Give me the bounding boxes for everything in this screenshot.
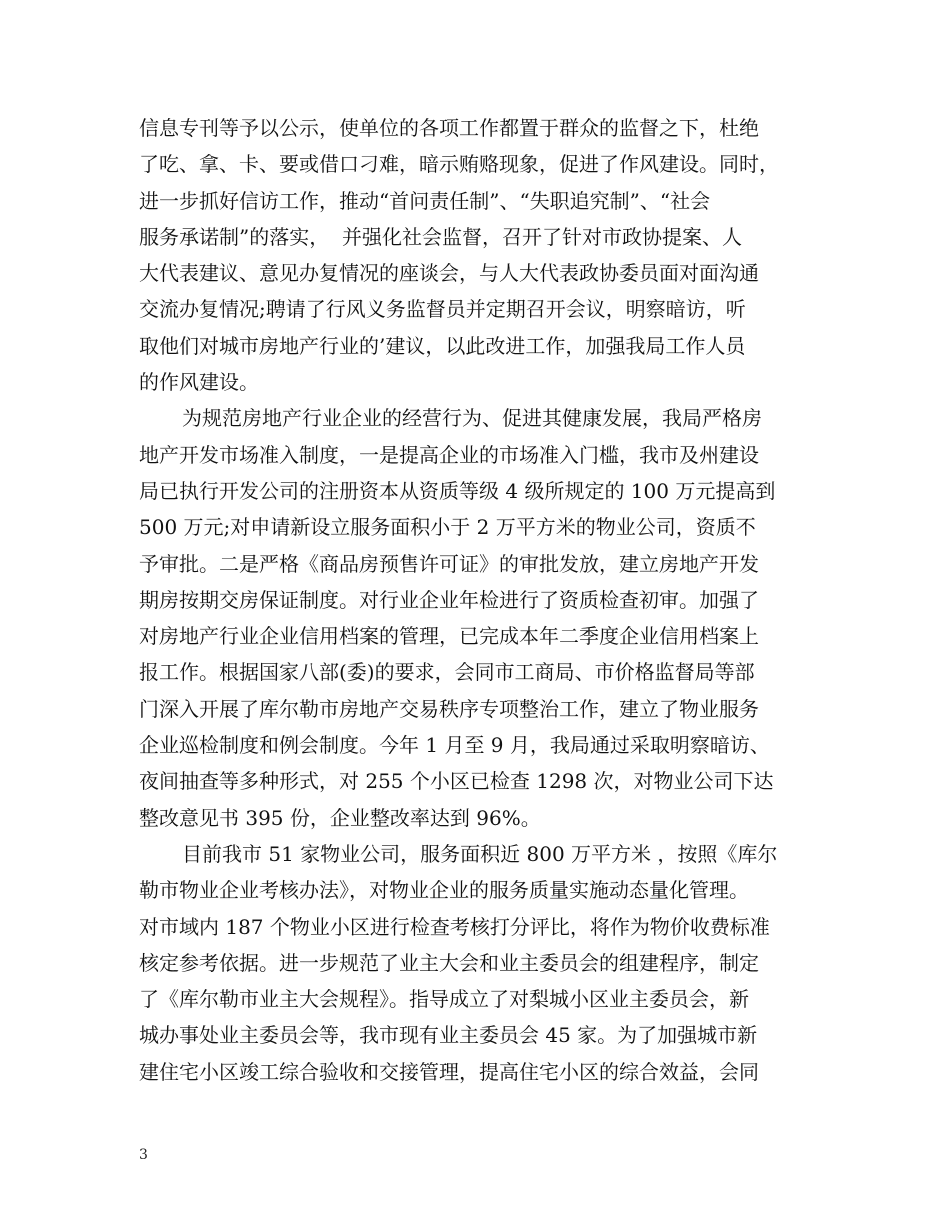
- paragraph-line: 门深入开展了库尔勒市房地产交易秩序专项整治工作，建立了物业服务: [139, 696, 759, 721]
- paragraph-line: 进一步抓好信访工作，推动“首问责任制”、“失职追究制”、“社会: [139, 188, 711, 213]
- paragraph-line: 为规范房地产行业企业的经营行为、促进其健康发展，我局严格房: [182, 406, 762, 431]
- paragraph-line: 信息专刊等予以公示，使单位的各项工作都置于群众的监督之下，杜绝: [139, 116, 759, 140]
- paragraph-line: 的作风建设。: [139, 370, 259, 395]
- paragraph-line: 局已执行开发公司的注册资本从资质等级 4 级所规定的 100 万元提高到: [139, 478, 776, 503]
- paragraph-line: 取他们对城市房地产行业的’建议，以此改进工作，加强我局工作人员: [139, 333, 746, 358]
- paragraph-3: [139, 836, 815, 1090]
- paragraph-line: 予审批。二是严格《商品房预售许可证》的审批发放，建立房地产开发: [139, 551, 759, 576]
- document-body: [139, 110, 815, 1090]
- paragraph-line: 城办事处业主委员会等，我市现有业主委员会 45 家。为了加强城市新: [139, 1023, 758, 1048]
- paragraph-line: 对市域内 187 个物业小区进行检查考核打分评比，将作为物价收费标准: [139, 914, 770, 939]
- paragraph-line: 了吃、拿、卡、要或借口刁难，暗示贿赂现象，促进了作风建设。同时，: [139, 152, 779, 177]
- paragraph-line: 了《库尔勒市业主大会规程》。指导成立了对梨城小区业主委员会，新: [139, 987, 749, 1012]
- paragraph-line: 大代表建议、意见办复情况的座谈会，与人大代表政协委员面对面沟通: [139, 261, 759, 286]
- paragraph-line: 建住宅小区竣工综合验收和交接管理，提高住宅小区的综合效益，会同: [139, 1059, 759, 1084]
- paragraph-line: 整改意见书 395 份，企业整改率达到 96%。: [139, 805, 541, 830]
- paragraph-line: 地产开发市场准入制度，一是提高企业的市场准入门槛，我市及州建设: [139, 442, 759, 467]
- paragraph-line: 企业巡检制度和例会制度。今年 1 月至 9 月，我局通过采取明察暗访、: [139, 733, 770, 758]
- paragraph-line: 服务承诺制”的落实， 并强化社会监督，召开了针对市政协提案、人: [139, 224, 742, 249]
- paragraph-line: 交流办复情况;聘请了行风义务监督员并定期召开会议，明察暗访，听: [139, 297, 746, 322]
- page-number: 3: [139, 1147, 148, 1163]
- paragraph-line: 500 万元;对申请新设立服务面积小于 2 万平方米的物业公司，资质不: [139, 515, 756, 540]
- paragraph-line: 期房按期交房保证制度。对行业企业年检进行了资质检查初审。加强了: [139, 587, 759, 612]
- paragraph-line: 目前我市 51 家物业公司，服务面积近 800 万平方米 ，按照《库尔: [182, 841, 778, 866]
- paragraph-line: 对房地产行业企业信用档案的管理，已完成本年二季度企业信用档案上: [139, 624, 759, 649]
- paragraph-line: 勒市物业企业考核办法》，对物业企业的服务质量实施动态量化管理。: [139, 878, 749, 903]
- paragraph-line: 核定参考依据。进一步规范了业主大会和业主委员会的组建程序，制定: [139, 950, 759, 975]
- paragraph-line: 报工作。根据国家八部(委)的要求，会同市工商局、市价格监督局等部: [139, 660, 755, 685]
- paragraph-line: 夜间抽查等多种形式，对 255 个小区已检查 1298 次，对物业公司下达: [139, 769, 774, 794]
- paragraph-2: [139, 400, 815, 836]
- paragraph-1: [139, 110, 815, 400]
